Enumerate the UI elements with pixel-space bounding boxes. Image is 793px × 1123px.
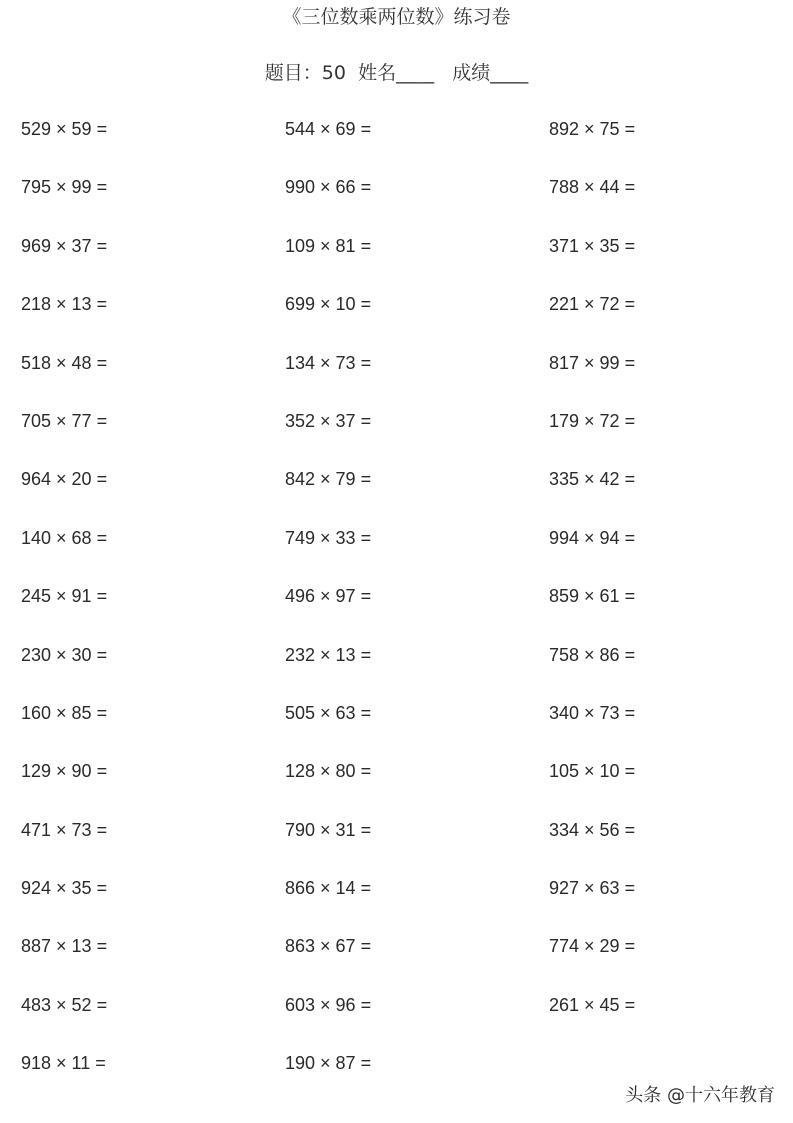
problem: 964 × 20 = xyxy=(21,469,108,490)
problem: 109 × 81 = xyxy=(285,235,372,256)
score-field-label: 成绩____ xyxy=(452,62,529,84)
problem: 335 × 42 = xyxy=(549,469,636,490)
problem: 918 × 11 = xyxy=(21,1053,106,1074)
problem: 859 × 61 = xyxy=(549,586,636,607)
problem: 603 × 96 = xyxy=(285,994,372,1015)
problem: 129 × 90 = xyxy=(21,761,108,782)
problem: 842 × 79 = xyxy=(285,469,372,490)
problem: 140 × 68 = xyxy=(21,527,108,548)
problem: 261 × 45 = xyxy=(549,994,636,1015)
problem: 758 × 86 = xyxy=(549,644,636,665)
problem: 505 × 63 = xyxy=(285,702,372,723)
problem: 994 × 94 = xyxy=(549,527,636,548)
problem: 483 × 52 = xyxy=(21,994,108,1015)
problem: 134 × 73 = xyxy=(285,352,372,373)
problem-row xyxy=(0,353,793,411)
problem: 969 × 37 = xyxy=(21,235,108,256)
problem-count-label: 题目：50 xyxy=(264,62,346,84)
problem-row xyxy=(0,645,793,703)
problem: 245 × 91 = xyxy=(21,586,108,607)
problem: 352 × 37 = xyxy=(285,410,372,431)
problem-row xyxy=(0,469,793,527)
problem-row xyxy=(0,995,793,1053)
worksheet-header xyxy=(0,58,793,85)
problem: 887 × 13 = xyxy=(21,936,108,957)
problem: 544 × 69 = xyxy=(285,119,372,139)
problem: 340 × 73 = xyxy=(549,702,636,723)
problem: 496 × 97 = xyxy=(285,586,372,607)
problem: 924 × 35 = xyxy=(21,878,108,899)
problem: 218 × 13 = xyxy=(21,294,108,315)
problem-row xyxy=(0,177,793,235)
problem: 105 × 10 = xyxy=(549,761,636,782)
problem: 529 × 59 = xyxy=(21,119,108,139)
problem: 471 × 73 = xyxy=(21,819,108,840)
problem: 160 × 85 = xyxy=(21,702,108,723)
problem: 990 × 66 = xyxy=(285,177,372,198)
problem: 371 × 35 = xyxy=(549,235,636,256)
problem: 518 × 48 = xyxy=(21,352,108,373)
problem-row xyxy=(0,761,793,819)
name-field-label: 姓名____ xyxy=(358,62,435,84)
problem: 749 × 33 = xyxy=(285,527,372,548)
problem: 795 × 99 = xyxy=(21,177,108,198)
problem: 705 × 77 = xyxy=(21,410,108,431)
problem: 790 × 31 = xyxy=(285,819,372,840)
problem: 221 × 72 = xyxy=(549,294,636,315)
problem: 232 × 13 = xyxy=(285,644,372,665)
problem-row xyxy=(0,820,793,878)
problem: 230 × 30 = xyxy=(21,644,108,665)
problem: 128 × 80 = xyxy=(285,761,372,782)
problem: 774 × 29 = xyxy=(549,936,636,957)
problem: 788 × 44 = xyxy=(549,177,636,198)
problem-row xyxy=(0,528,793,586)
problem: 863 × 67 = xyxy=(285,936,372,957)
page-title: 《三位数乘两位数》练习卷 xyxy=(282,6,511,28)
problem: 817 × 99 = xyxy=(549,352,636,373)
problem-row xyxy=(0,878,793,936)
problem: 866 × 14 = xyxy=(285,878,372,899)
problem-row xyxy=(0,411,793,469)
problem: 179 × 72 = xyxy=(549,410,636,431)
problem-row xyxy=(0,236,793,294)
problem-row xyxy=(0,294,793,352)
problem-row xyxy=(0,119,793,177)
problem-row xyxy=(0,703,793,761)
problem: 190 × 87 = xyxy=(285,1053,372,1074)
problem-row xyxy=(0,936,793,994)
problem: 699 × 10 = xyxy=(285,294,372,315)
problem-row xyxy=(0,586,793,644)
problem-grid xyxy=(0,119,793,1112)
problem: 927 × 63 = xyxy=(549,878,636,899)
problem: 334 × 56 = xyxy=(549,819,636,840)
problem: 892 × 75 = xyxy=(549,119,636,139)
source-watermark: 头条 @十六年教育 xyxy=(625,1085,775,1106)
